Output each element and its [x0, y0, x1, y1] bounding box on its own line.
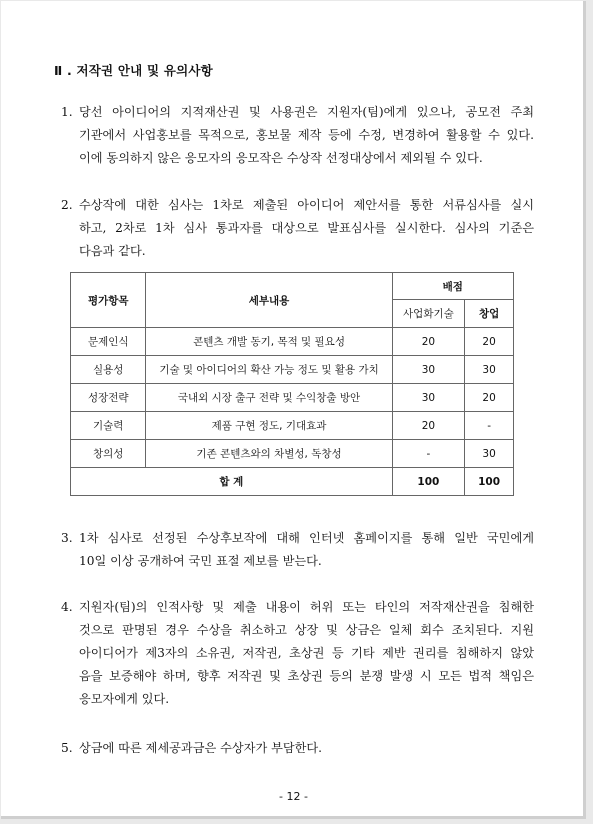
- item-number: 5.: [61, 741, 73, 755]
- list-item: [61, 737, 534, 760]
- table-row: [71, 440, 514, 468]
- cell-item: 문제인식: [71, 328, 146, 356]
- item-line: 다음과 같다.: [79, 244, 146, 258]
- item-line: 이에 동의하지 않은 응모자의 응모작은 수상작 선정대상에서 제외될 수 있다.: [79, 151, 483, 165]
- cell-startup: -: [465, 412, 514, 440]
- cell-startup: 20: [465, 328, 514, 356]
- item-number: 1.: [61, 105, 73, 119]
- list-item: [61, 527, 534, 573]
- header-tech: 사업화기술: [392, 300, 465, 328]
- cell-startup: 20: [465, 384, 514, 412]
- cell-tech: 30: [392, 356, 465, 384]
- cell-tech: 20: [392, 412, 465, 440]
- cell-startup: 30: [465, 356, 514, 384]
- list-item: [61, 194, 534, 263]
- item-line: 응모자에게 있다.: [79, 692, 170, 706]
- cell-tech: 30: [392, 384, 465, 412]
- total-label: 합 계: [71, 468, 393, 496]
- cell-detail: 콘텐츠 개발 동기, 목적 및 필요성: [146, 328, 392, 356]
- list-item: [61, 596, 534, 711]
- cell-item: 성장전략: [71, 384, 146, 412]
- item-line: 당선 아이디어의 지적재산권 및 사용권은 지원자(팀)에게 있으나, 공모전 주최: [79, 105, 534, 119]
- item-line: 상금에 따른 제세공과금은 수상자가 부담한다.: [79, 741, 323, 755]
- evaluation-table: [70, 272, 514, 496]
- header-score: 배점: [392, 273, 513, 300]
- item-line: 아이디어가 제3자의 소유권, 저작권, 초상권 등 기타 제반 권리를 침해하지 않았: [79, 646, 534, 660]
- table-row: [71, 412, 514, 440]
- page-number: - 12 -: [279, 790, 308, 803]
- item-line: 1차 심사로 선정된 수상후보작에 대해 인터넷 홈페이지를 통해 일반 국민에게: [79, 531, 534, 545]
- cell-tech: -: [392, 440, 465, 468]
- cell-detail: 제품 구현 정도, 기대효과: [146, 412, 392, 440]
- table-total-row: [71, 468, 514, 496]
- item-line: 음을 보증해야 하며, 향후 저작권 및 초상권 등의 분쟁 발생 시 모든 법적 책임은: [79, 669, 534, 683]
- item-number: 4.: [61, 600, 73, 614]
- cell-item: 창의성: [71, 440, 146, 468]
- cell-detail: 기술 및 아이디어의 확산 가능 정도 및 활용 가치: [146, 356, 392, 384]
- document-page: [1, 1, 586, 819]
- item-line: 것으로 판명된 경우 수상을 취소하고 상장 및 상금은 일체 회수 조치된다. 지원: [79, 623, 534, 637]
- table-row: [71, 328, 514, 356]
- item-line: 10일 이상 공개하여 국민 표절 제보를 받는다.: [79, 554, 322, 568]
- section-title: Ⅱ . 저작권 안내 및 유의사항: [54, 63, 213, 78]
- list-item: [61, 101, 534, 170]
- header-detail: 세부내용: [146, 273, 392, 328]
- table-row: [71, 356, 514, 384]
- item-line: 지원자(팀)의 인적사항 및 제출 내용이 허위 또는 타인의 저작재산권을 침해한: [79, 600, 534, 614]
- header-startup: 창업: [465, 300, 514, 328]
- item-line: 하고, 2차로 1차 심사 통과자를 대상으로 발표심사를 실시한다. 심사의 기준은: [79, 221, 534, 235]
- total-startup: 100: [465, 468, 514, 496]
- table-row: [71, 384, 514, 412]
- item-line: 기관에서 사업홍보를 목적으로, 홍보물 제작 등에 수정, 변경하여 활용할 수 있다.: [79, 128, 534, 142]
- total-tech: 100: [392, 468, 465, 496]
- item-number: 3.: [61, 531, 73, 545]
- cell-item: 기술력: [71, 412, 146, 440]
- cell-tech: 20: [392, 328, 465, 356]
- table-header-row: [71, 273, 514, 300]
- cell-detail: 국내외 시장 출구 전략 및 수익창출 방안: [146, 384, 392, 412]
- item-number: 2.: [61, 198, 73, 212]
- cell-item: 실용성: [71, 356, 146, 384]
- item-line: 수상작에 대한 심사는 1차로 제출된 아이디어 제안서를 통한 서류심사를 실시: [79, 198, 534, 212]
- cell-startup: 30: [465, 440, 514, 468]
- cell-detail: 기존 콘텐츠와의 차별성, 독창성: [146, 440, 392, 468]
- header-item: 평가항목: [71, 273, 146, 328]
